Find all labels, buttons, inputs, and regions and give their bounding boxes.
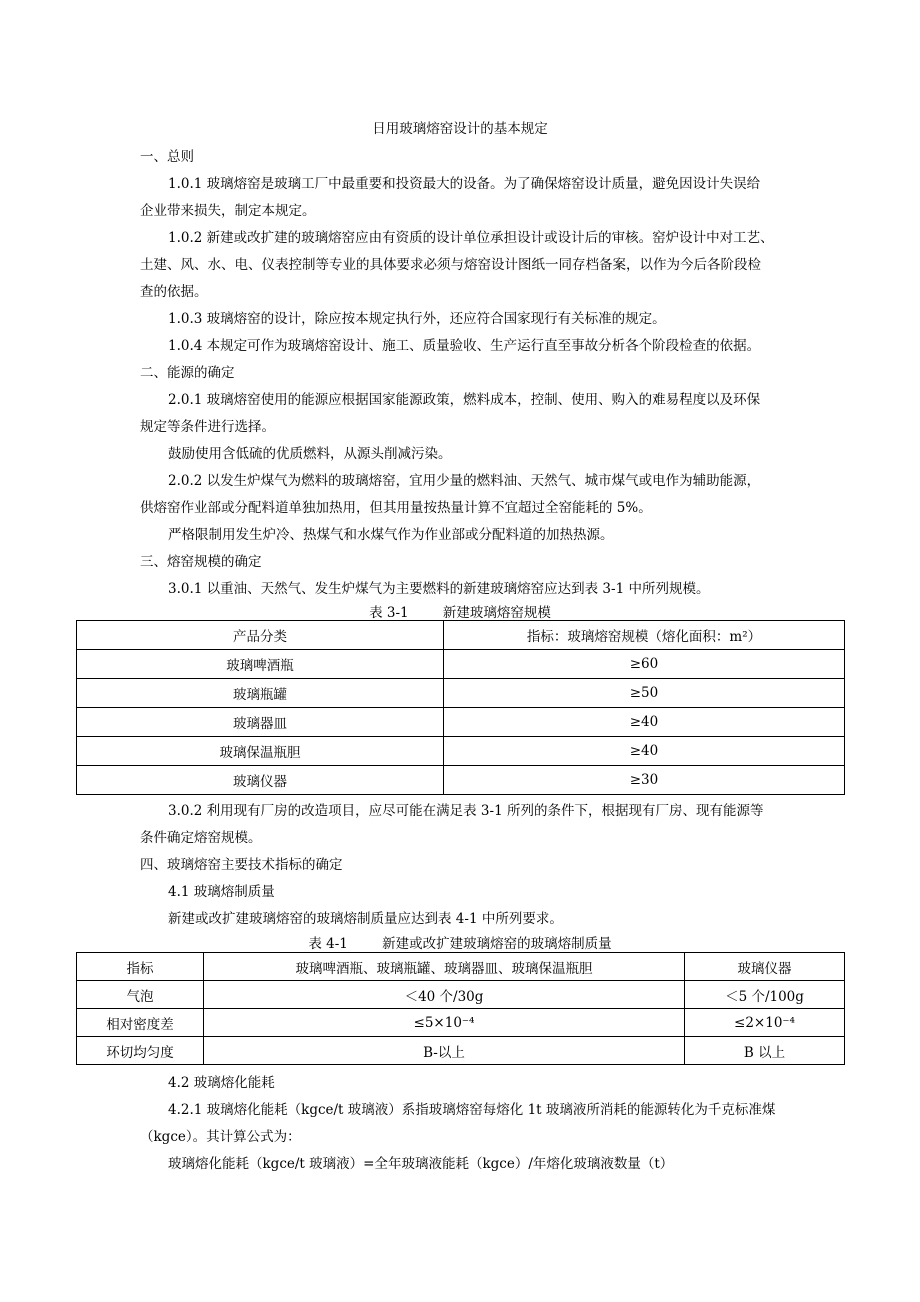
table-cell: 气泡 [77,981,204,1009]
table-row [77,708,845,737]
para-2-0-1-line2: 规定等条件进行选择。 [140,419,275,435]
para-3-0-2-line1: 3.0.2 利用现有厂房的改造项目，应尽可能在满足表 3-1 所列的条件下，根据现有厂房、现有能源等 [168,803,764,819]
table-row [77,679,845,708]
para-1-0-1-line1: 1.0.1 玻璃熔窑是玻璃工厂中最重要和投资最大的设备。为了确保熔窑设计质量，避免因设计失误给 [168,176,761,192]
table-row [77,650,845,679]
para-1-0-2-line2: 土建、风、水、电、仪表控制等专业的具体要求必须与熔窑设计图纸一同存档备案，以作为今后各阶段检 [140,257,761,273]
para-1-0-3: 1.0.3 玻璃熔窑的设计，除应按本规定执行外，还应符合国家现行有关标准的规定。 [168,311,666,327]
table-cell: 玻璃啤酒瓶 [77,650,444,679]
table-cell: B 以上 [685,1037,845,1065]
para-restriction: 严格限制用发生炉冷、热煤气和水煤气作为作业部或分配料道的加热热源。 [168,527,614,543]
para-1-0-2-line3: 查的依据。 [140,284,208,300]
table-cell: ＜5 个/100g [685,981,845,1009]
table-cell: ≥50 [444,679,845,708]
header-cell: 指标：玻璃熔窑规模（熔化面积：m²） [444,621,845,650]
table-cell: 玻璃保温瓶胆 [77,737,444,766]
header-cell: 玻璃啤酒瓶、玻璃瓶罐、玻璃器皿、玻璃保温瓶胆 [204,953,685,981]
table-cell: 玻璃仪器 [77,766,444,795]
table-cell: ≤2×10⁻⁴ [685,1009,845,1037]
document-title: 日用玻璃熔窑设计的基本规定 [372,121,548,137]
para-low-sulfur: 鼓励使用含低硫的优质燃料，从源头削减污染。 [168,446,452,462]
table-3-1 [76,620,845,795]
subsection-4-1: 4.1 玻璃熔制质量 [168,884,275,900]
header-cell: 产品分类 [77,621,444,650]
section-2-heading: 二、能源的确定 [140,365,235,381]
table-header-row [77,953,845,981]
para-4-2-1-line2: （kgce）。其计算公式为： [140,1129,301,1145]
table-cell: B-以上 [204,1037,685,1065]
section-4-heading: 四、玻璃熔窑主要技术指标的确定 [140,857,343,873]
section-1-heading: 一、总则 [140,149,194,165]
table-row [77,766,845,795]
table-cell: 相对密度差 [77,1009,204,1037]
subsection-4-2: 4.2 玻璃熔化能耗 [168,1075,275,1091]
table-cell: ≤5×10⁻⁴ [204,1009,685,1037]
table-4-1 [76,952,845,1065]
para-3-0-2-line2: 条件确定熔窑规模。 [140,830,262,846]
section-3-heading: 三、熔窑规模的确定 [140,554,262,570]
table-cell: ≥40 [444,737,845,766]
header-cell: 玻璃仪器 [685,953,845,981]
table-cell: ≥30 [444,766,845,795]
table-cell: ＜40 个/30g [204,981,685,1009]
table-cell: 玻璃瓶罐 [77,679,444,708]
formula-line: 玻璃熔化能耗（kgce/t 玻璃液）=全年玻璃液能耗（kgce）/年熔化玻璃液数量（t） [168,1156,674,1172]
table-3-1-caption: 表 3-1 新建玻璃熔窑规模 [369,605,551,621]
table-cell: ≥40 [444,708,845,737]
para-3-0-1: 3.0.1 以重油、天然气、发生炉煤气为主要燃料的新建玻璃熔窑应达到表 3-1 中所列规模。 [168,581,710,597]
para-1-0-2-line1: 1.0.2 新建或改扩建的玻璃熔窑应由有资质的设计单位承担设计或设计后的审核。窑炉设计中对工艺、 [168,230,774,246]
table-row [77,737,845,766]
para-4-2-1-line1: 4.2.1 玻璃熔化能耗（kgce/t 玻璃液）系指玻璃熔窑每熔化 1t 玻璃液所消耗的能源转化为千克标准煤 [168,1102,776,1118]
table-row [77,1009,845,1037]
para-2-0-1-line1: 2.0.1 玻璃熔窑使用的能源应根据国家能源政策，燃料成本，控制、使用、购入的难易程度以及环保 [168,392,761,408]
para-4-1: 新建或改扩建玻璃熔窑的玻璃熔制质量应达到表 4-1 中所列要求。 [168,911,563,927]
header-cell: 指标 [77,953,204,981]
para-2-0-2-line2: 供熔窑作业部或分配料道单独加热用，但其用量按热量计算不宜超过全窑能耗的 5%。 [140,500,652,516]
para-1-0-4: 1.0.4 本规定可作为玻璃熔窑设计、施工、质量验收、生产运行直至事故分析各个阶段检查的依据。 [168,338,761,354]
table-cell: 环切均匀度 [77,1037,204,1065]
table-cell: ≥60 [444,650,845,679]
table-header-row [77,621,845,650]
para-1-0-1-line2: 企业带来损失，制定本规定。 [140,203,316,219]
table-4-1-caption: 表 4-1 新建或改扩建玻璃熔窑的玻璃熔制质量 [308,936,612,952]
table-row [77,1037,845,1065]
table-cell: 玻璃器皿 [77,708,444,737]
para-2-0-2-line1: 2.0.2 以发生炉煤气为燃料的玻璃熔窑，宜用少量的燃料油、天然气、城市煤气或电作为辅助能源， [168,473,761,489]
table-row [77,981,845,1009]
